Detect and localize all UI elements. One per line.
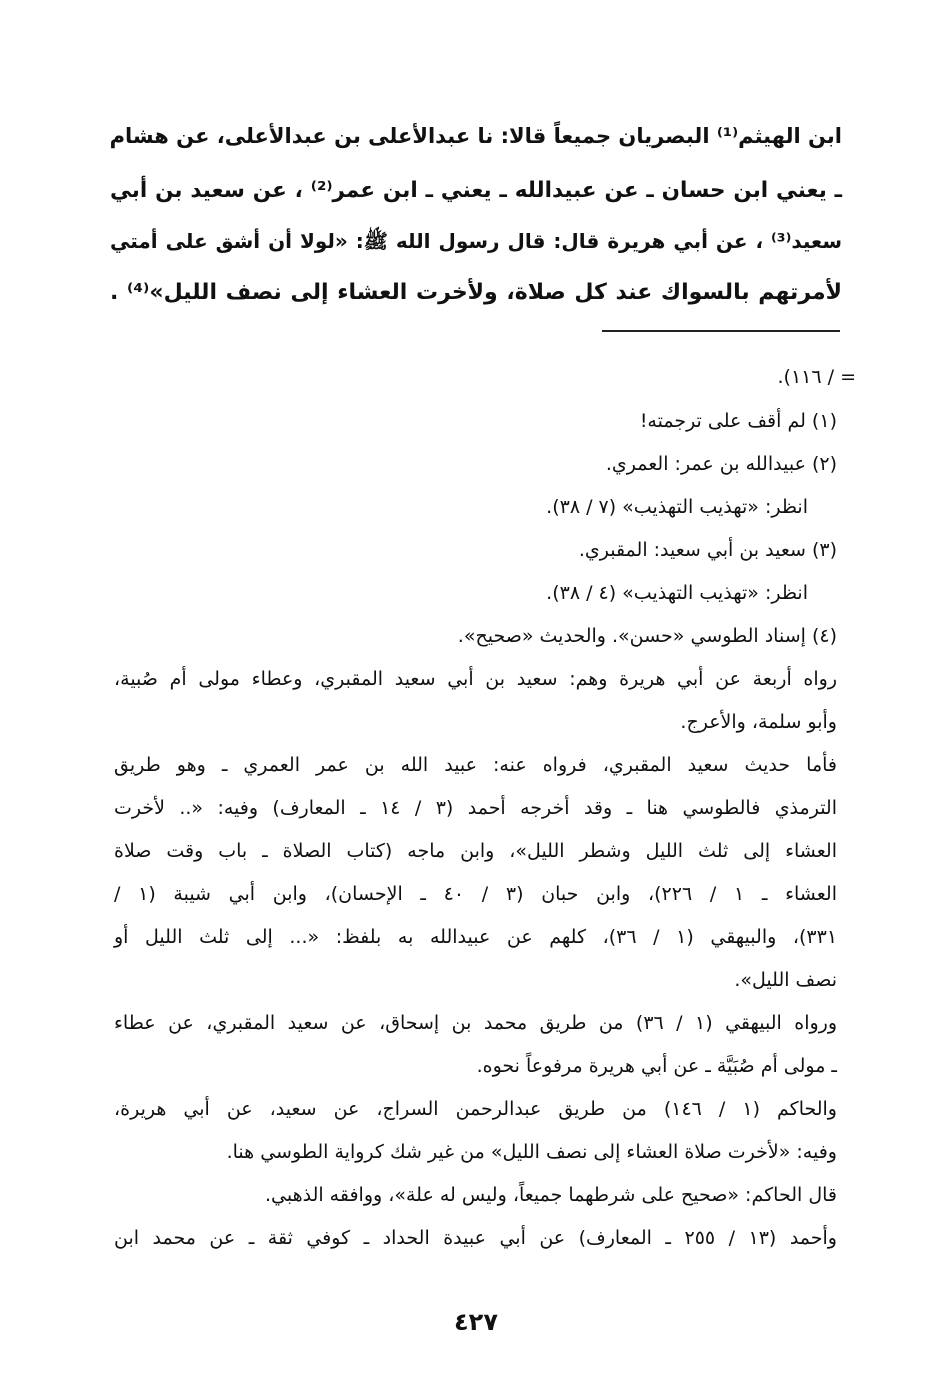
footnote-4-line: وأبو سلمة، والأعرج. [680,711,837,733]
footnote-4-line: الترمذي فالطوسي هنا ـ وقد أخرجه أحمد (٣ / ١٤ ـ المعارف) وفيه: «.. لأخرت [114,797,837,819]
footnote-4-line: رواه أربعة عن أبي هريرة وهم: سعيد بن أبي سعيد المقبري، وعطاء مولى أم صُبية، [114,668,837,690]
main-text-line-4: لأمرتهم بالسواك عند كل صلاة، ولأخرت العشاء إلى نصف الليل»⁽⁴⁾ . [110,280,843,305]
footnote-4-line: ورواه البيهقي (١ / ٣٦) من طريق محمد بن إسحاق، عن سعيد المقبري، عن عطاء [114,1012,837,1034]
main-text-line-2: ـ يعني ابن حسان ـ عن عبيدالله ـ يعني ـ ابن عمر⁽²⁾ ، عن سعيد بن أبي [110,178,842,203]
footnote-4-line: قال الحاكم: «صحيح على شرطهما جميعاً، وليس له علة»، ووافقه الذهبي. [264,1184,837,1206]
footnote-4-line: وفيه: «لأخرت صلاة العشاء إلى نصف الليل» من غير شك كرواية الطوسي هنا. [226,1141,837,1163]
footnote-4-line: فأما حديث سعيد المقبري، فرواه عنه: عبيد الله بن عمر العمري ـ وهو طريق [114,754,837,776]
footnote-1: (١) لم أقف على ترجمته! [639,410,837,432]
footnote-3-reference: انظر: «تهذيب التهذيب» (٤ / ٣٨). [546,582,808,604]
footnote-2: (٢) عبيدالله بن عمر: العمري. [605,453,837,475]
footnote-2-reference: انظر: «تهذيب التهذيب» (٧ / ٣٨). [546,496,808,518]
footnote-4-line: وأحمد (١٣ / ٢٥٥ ـ المعارف) عن أبي عبيدة الحداد ـ كوفي ثقة ـ عن محمد ابن [114,1227,837,1249]
main-text-line-1: ابن الهيثم⁽¹⁾ البصريان جميعاً قالا: نا عبدالأعلى بن عبدالأعلى، عن هشام [109,124,842,148]
footnote-4-line: ـ مولى أم صُبَيَّة ـ عن أبي هريرة مرفوعاً نحوه. [476,1055,837,1077]
footnote-separator [602,330,840,332]
footnote-continuation: = / ١١٦). [777,366,856,388]
footnote-4-line: نصف الليل». [734,969,837,991]
footnote-4-line: العشاء إلى ثلث الليل وشطر الليل»، وابن ماجه (كتاب الصلاة ـ باب وقت صلاة [114,840,837,862]
footnote-3: (٣) سعيد بن أبي سعيد: المقبري. [578,539,837,561]
footnote-4-line: ٣٣١)، والبيهقي (١ / ٣٦)، كلهم عن عبيدالله به بلفظ: «... إلى ثلث الليل أو [114,926,838,948]
main-text-line-3: سعيد⁽³⁾ ، عن أبي هريرة قال: قال رسول الله ﷺ: «لولا أن أشق على أمتي [110,229,842,253]
footnote-4-line: والحاكم (١ / ١٤٦) من طريق عبدالرحمن السراج، عن سعيد، عن أبي هريرة، [114,1098,837,1120]
footnote-4: (٤) إسناد الطوسي «حسن». والحديث «صحيح». [457,625,837,647]
footnote-4-line: العشاء ـ ١ / ٢٢٦)، وابن حبان (٣ / ٤٠ ـ الإحسان)، وابن أبي شيبة (١ / [114,883,837,905]
page-number: ٤٢٧ [454,1308,498,1336]
